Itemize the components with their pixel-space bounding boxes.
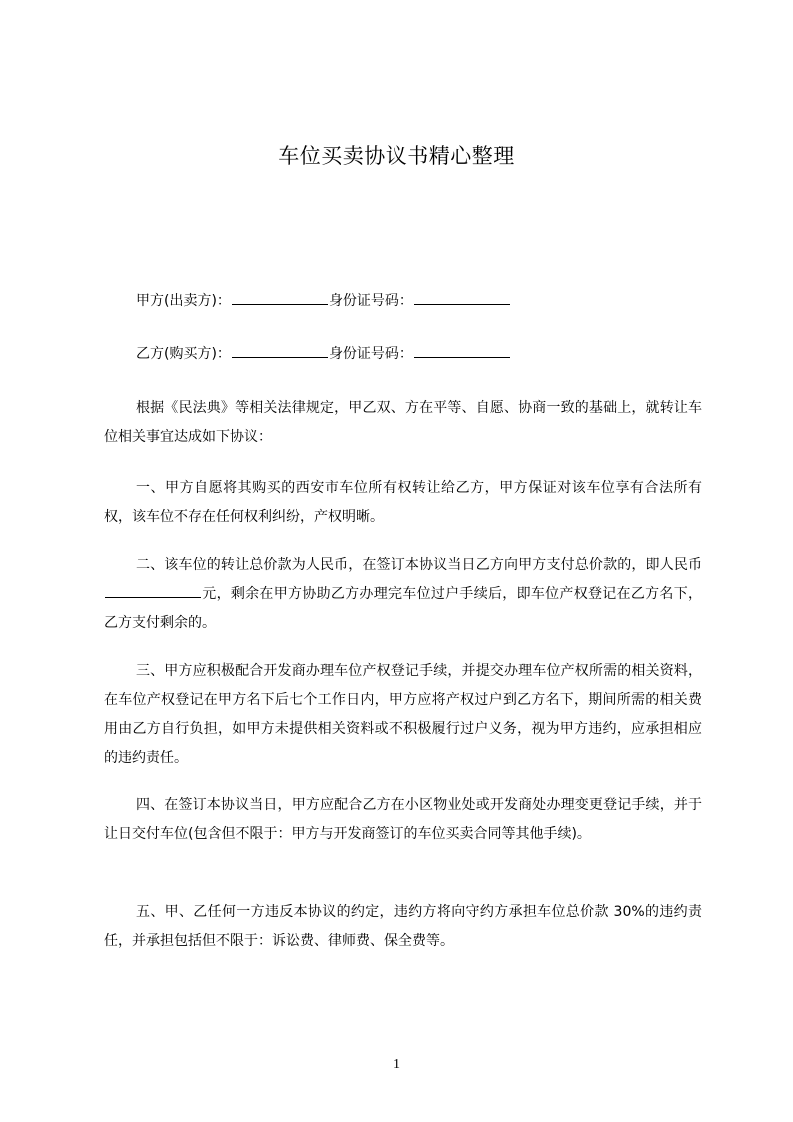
- party-b-id-label: 身份证号码：: [328, 346, 413, 362]
- party-a-name-blank: [232, 290, 328, 305]
- clause-4-paragraph: 四、在签订本协议当日，甲方应配合乙方在小区物业处或开发商处办理变更登记手续，并于让日交付车位(包含但不限于：甲方与开发商签订的车位买卖合同等其他手续)。: [104, 797, 702, 842]
- party-a-id-blank: [414, 290, 510, 305]
- party-b-id-blank: [414, 343, 510, 358]
- clause-2-text-a: 二、该车位的转让总价款为人民币，在签订本协议当日乙方向甲方支付总价款的，即人民币: [136, 557, 702, 573]
- party-a-label: 甲方(出卖方)：: [136, 293, 231, 309]
- document-title: 车位买卖协议书精心整理: [278, 144, 515, 168]
- party-a-id-label: 身份证号码：: [328, 293, 413, 309]
- intro-paragraph: 根据《民法典》等相关法律规定，甲乙双、方在平等、自愿、协商一致的基础上，就转让车位相关事宜达成如下协议：: [104, 400, 702, 445]
- clause-5-paragraph: 五、甲、乙任何一方违反本协议的约定，违约方将向守约方承担车位总价款 30%的违约责任，并承担包括但不限于：诉讼费、律师费、保全费等。: [104, 904, 702, 949]
- party-a-line: [136, 290, 511, 312]
- clause-2-paragraph: [104, 551, 702, 638]
- clause-2-text-b: 元，剩余在甲方协助乙方办理完车位过户手续后，即车位产权登记在乙方名下，乙方支付剩余的。: [104, 586, 702, 631]
- clause-1-paragraph: 一、甲方自愿将其购买的西安市车位所有权转让给乙方，甲方保证对该车位享有合法所有权，该车位不存在任何权利纠纷，产权明晰。: [104, 480, 702, 525]
- party-b-line: [136, 343, 511, 365]
- party-b-name-blank: [232, 343, 328, 358]
- clause-3-paragraph: 三、甲方应积极配合开发商办理车位产权登记手续，并提交办理车位产权所需的相关资料，在车位产权登记在甲方名下后七个工作日内，甲方应将产权过户到乙方名下，期间所需的相关费用由乙方自行负担，如甲方未提供相关资料或不积极履行过户义务，视为甲方违约，应承担相应的违约责任。: [104, 663, 702, 766]
- page-number: 1: [393, 1057, 400, 1072]
- clause-2-amount-blank: [105, 583, 201, 598]
- party-b-label: 乙方(购买方)：: [136, 346, 231, 362]
